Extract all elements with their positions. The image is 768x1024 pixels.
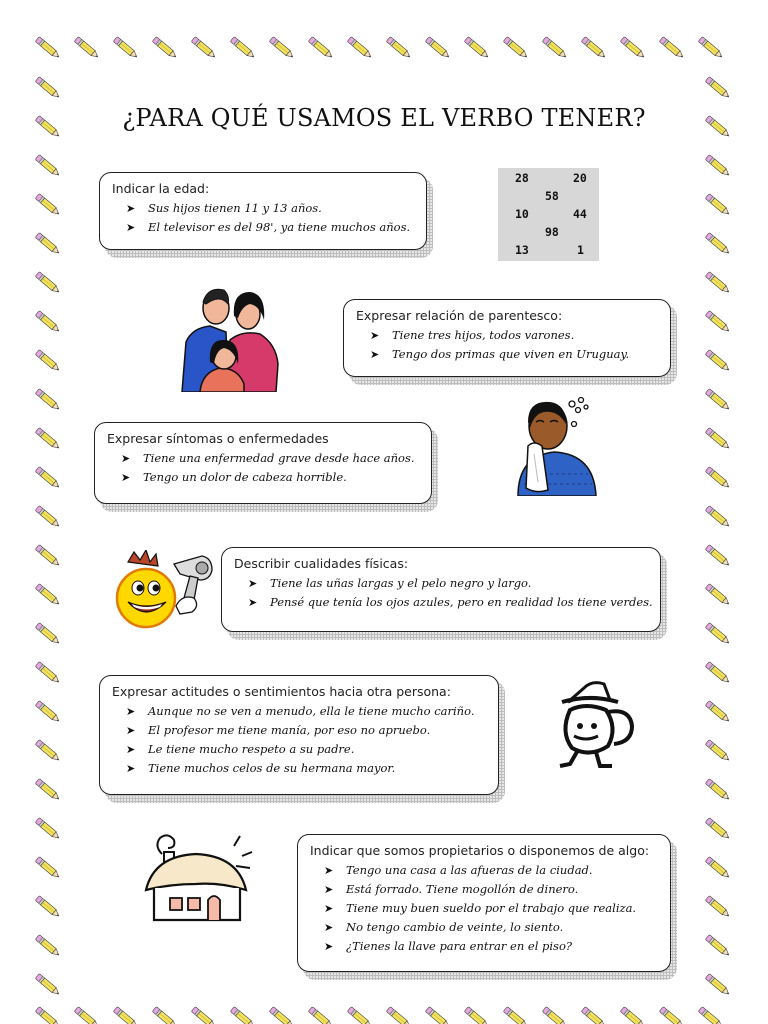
pencil-icon (705, 740, 731, 763)
pencil-icon (35, 584, 61, 607)
pencil-icon (113, 1007, 139, 1024)
pencil-icon (35, 701, 61, 724)
sick-man-icon (514, 394, 604, 496)
cowboy-character-icon (556, 680, 640, 772)
example-item: ➤ Tiene las uñas largas y el pelo negro y largo. (270, 574, 648, 593)
pencil-icon (35, 37, 61, 60)
pencil-icon (659, 1007, 685, 1024)
pencil-icon (269, 1007, 295, 1024)
pencil-icon (705, 935, 731, 958)
pencil-icon (74, 37, 100, 60)
pencil-icon (503, 37, 529, 60)
pencil-icon (705, 194, 731, 217)
pencil-icon (35, 818, 61, 841)
section-kinship (343, 299, 671, 377)
pencil-icon (464, 1007, 490, 1024)
example-item: ➤ Tiene tres hijos, todos varones. (392, 326, 658, 345)
pencil-icon (581, 1007, 607, 1024)
pencil-icon (347, 37, 373, 60)
pencil-icon (35, 389, 61, 412)
pencil-icon (35, 545, 61, 568)
section-age (99, 172, 427, 250)
section-heading: Indicar la edad: (112, 181, 210, 196)
example-item: ➤ Aunque no se ven a menudo, ella le tiene mucho cariño. (148, 702, 486, 721)
example-item: ➤ Le tiene mucho respeto a su padre. (148, 740, 486, 759)
number-label: 44 (573, 207, 587, 221)
pencil-icon (705, 77, 731, 100)
pencil-icon (425, 37, 451, 60)
pencil-icon (230, 37, 256, 60)
pencil-icon (705, 857, 731, 880)
pencil-icon (705, 896, 731, 919)
pencil-icon (620, 37, 646, 60)
pencil-icon (659, 37, 685, 60)
pencil-icon (35, 935, 61, 958)
pencil-icon (386, 1007, 412, 1024)
number-label: 20 (573, 171, 587, 185)
pencil-icon (698, 1007, 724, 1024)
pencil-icon (705, 350, 731, 373)
pencil-icon (698, 37, 724, 60)
pencil-icon (705, 818, 731, 841)
pencil-icon (542, 37, 568, 60)
pencil-icon (705, 584, 731, 607)
example-item: ➤ El televisor es del 98', ya tiene muchos años. (148, 218, 414, 237)
pencil-icon (35, 350, 61, 373)
number-label: 10 (515, 207, 529, 221)
pencil-icon (35, 1007, 61, 1024)
pencil-icon (705, 779, 731, 802)
example-item: ➤ Tengo dos primas que viven en Uruguay. (392, 345, 658, 364)
example-item: ➤ ¿Tienes la llave para entrar en el piso? (346, 937, 658, 956)
section-physical (221, 547, 661, 632)
number-label: 98 (545, 225, 559, 239)
pencil-icon (35, 974, 61, 997)
page-title: ¿PARA QUÉ USAMOS EL VERBO TENER? (122, 104, 646, 132)
pencil-icon (705, 701, 731, 724)
pencil-icon (705, 545, 731, 568)
pencil-icon (35, 311, 61, 334)
pencil-icon (152, 37, 178, 60)
number-label: 28 (515, 171, 529, 185)
section-heading: Expresar relación de parentesco: (356, 308, 563, 323)
section-heading: Expresar síntomas o enfermedades (107, 431, 329, 446)
example-item: ➤ Tiene muchos celos de su hermana mayor. (148, 759, 486, 778)
pencil-icon (705, 623, 731, 646)
pencil-icon (35, 272, 61, 295)
pencil-icon (35, 662, 61, 685)
pencil-icon (35, 740, 61, 763)
numbers-image (498, 168, 599, 261)
example-item: ➤ Está forrado. Tiene mogollón de dinero. (346, 880, 658, 899)
pencil-icon (152, 1007, 178, 1024)
pencil-icon (705, 506, 731, 529)
pencil-icon (35, 467, 61, 490)
pencil-icon (581, 37, 607, 60)
pencil-icon (35, 779, 61, 802)
pencil-icon (705, 662, 731, 685)
section-heading: Describir cualidades físicas: (234, 556, 409, 571)
pencil-icon (35, 77, 61, 100)
example-item: ➤ No tengo cambio de veinte, lo siento. (346, 918, 658, 937)
pencil-icon (705, 233, 731, 256)
pencil-icon (35, 857, 61, 880)
pencil-icon (542, 1007, 568, 1024)
example-item: ➤ Tengo una casa a las afueras de la ciudad. (346, 861, 658, 880)
pencil-icon (425, 1007, 451, 1024)
family-icon (178, 280, 282, 392)
pencil-icon (230, 1007, 256, 1024)
pencil-icon (705, 428, 731, 451)
example-item: ➤ Tiene una enfermedad grave desde hace años. (143, 449, 419, 468)
pencil-icon (705, 389, 731, 412)
example-item: ➤ El profesor me tiene manía, por eso no apruebo. (148, 721, 486, 740)
pencil-icon (35, 623, 61, 646)
pencil-icon (347, 1007, 373, 1024)
pencil-icon (705, 974, 731, 997)
pencil-icon (35, 194, 61, 217)
pencil-icon (35, 428, 61, 451)
pencil-icon (464, 37, 490, 60)
pencil-icon (35, 506, 61, 529)
example-item: ➤ Sus hijos tienen 11 y 13 años. (148, 199, 414, 218)
example-item: ➤ Tengo un dolor de cabeza horrible. (143, 468, 419, 487)
section-ownership (297, 834, 671, 972)
pencil-icon (705, 311, 731, 334)
pencil-icon (191, 1007, 217, 1024)
pencil-icon (74, 1007, 100, 1024)
smiley-hairdryer-icon (110, 550, 216, 632)
pencil-icon (269, 37, 295, 60)
example-item: ➤ Pensé que tenía los ojos azules, pero en realidad los tiene verdes. (270, 593, 648, 612)
pencil-icon (503, 1007, 529, 1024)
pencil-icon (705, 155, 731, 178)
pencil-icon (705, 272, 731, 295)
number-label: 58 (545, 189, 559, 203)
pencil-icon (386, 37, 412, 60)
example-item: ➤ Tiene muy buen sueldo por el trabajo que realiza. (346, 899, 658, 918)
number-label: 13 (515, 243, 529, 257)
pencil-icon (705, 467, 731, 490)
section-attitudes (99, 675, 499, 795)
pencil-icon (620, 1007, 646, 1024)
pencil-icon (35, 233, 61, 256)
section-heading: Indicar que somos propietarios o disponemos de algo: (310, 843, 650, 858)
pencil-icon (191, 37, 217, 60)
house-icon (140, 826, 256, 922)
section-symptoms (94, 422, 432, 504)
pencil-icon (308, 1007, 334, 1024)
pencil-icon (35, 896, 61, 919)
section-heading: Expresar actitudes o sentimientos hacia otra persona: (112, 684, 451, 699)
pencil-icon (308, 37, 334, 60)
pencil-icon (35, 155, 61, 178)
number-label: 1 (577, 243, 584, 257)
pencil-icon (113, 37, 139, 60)
